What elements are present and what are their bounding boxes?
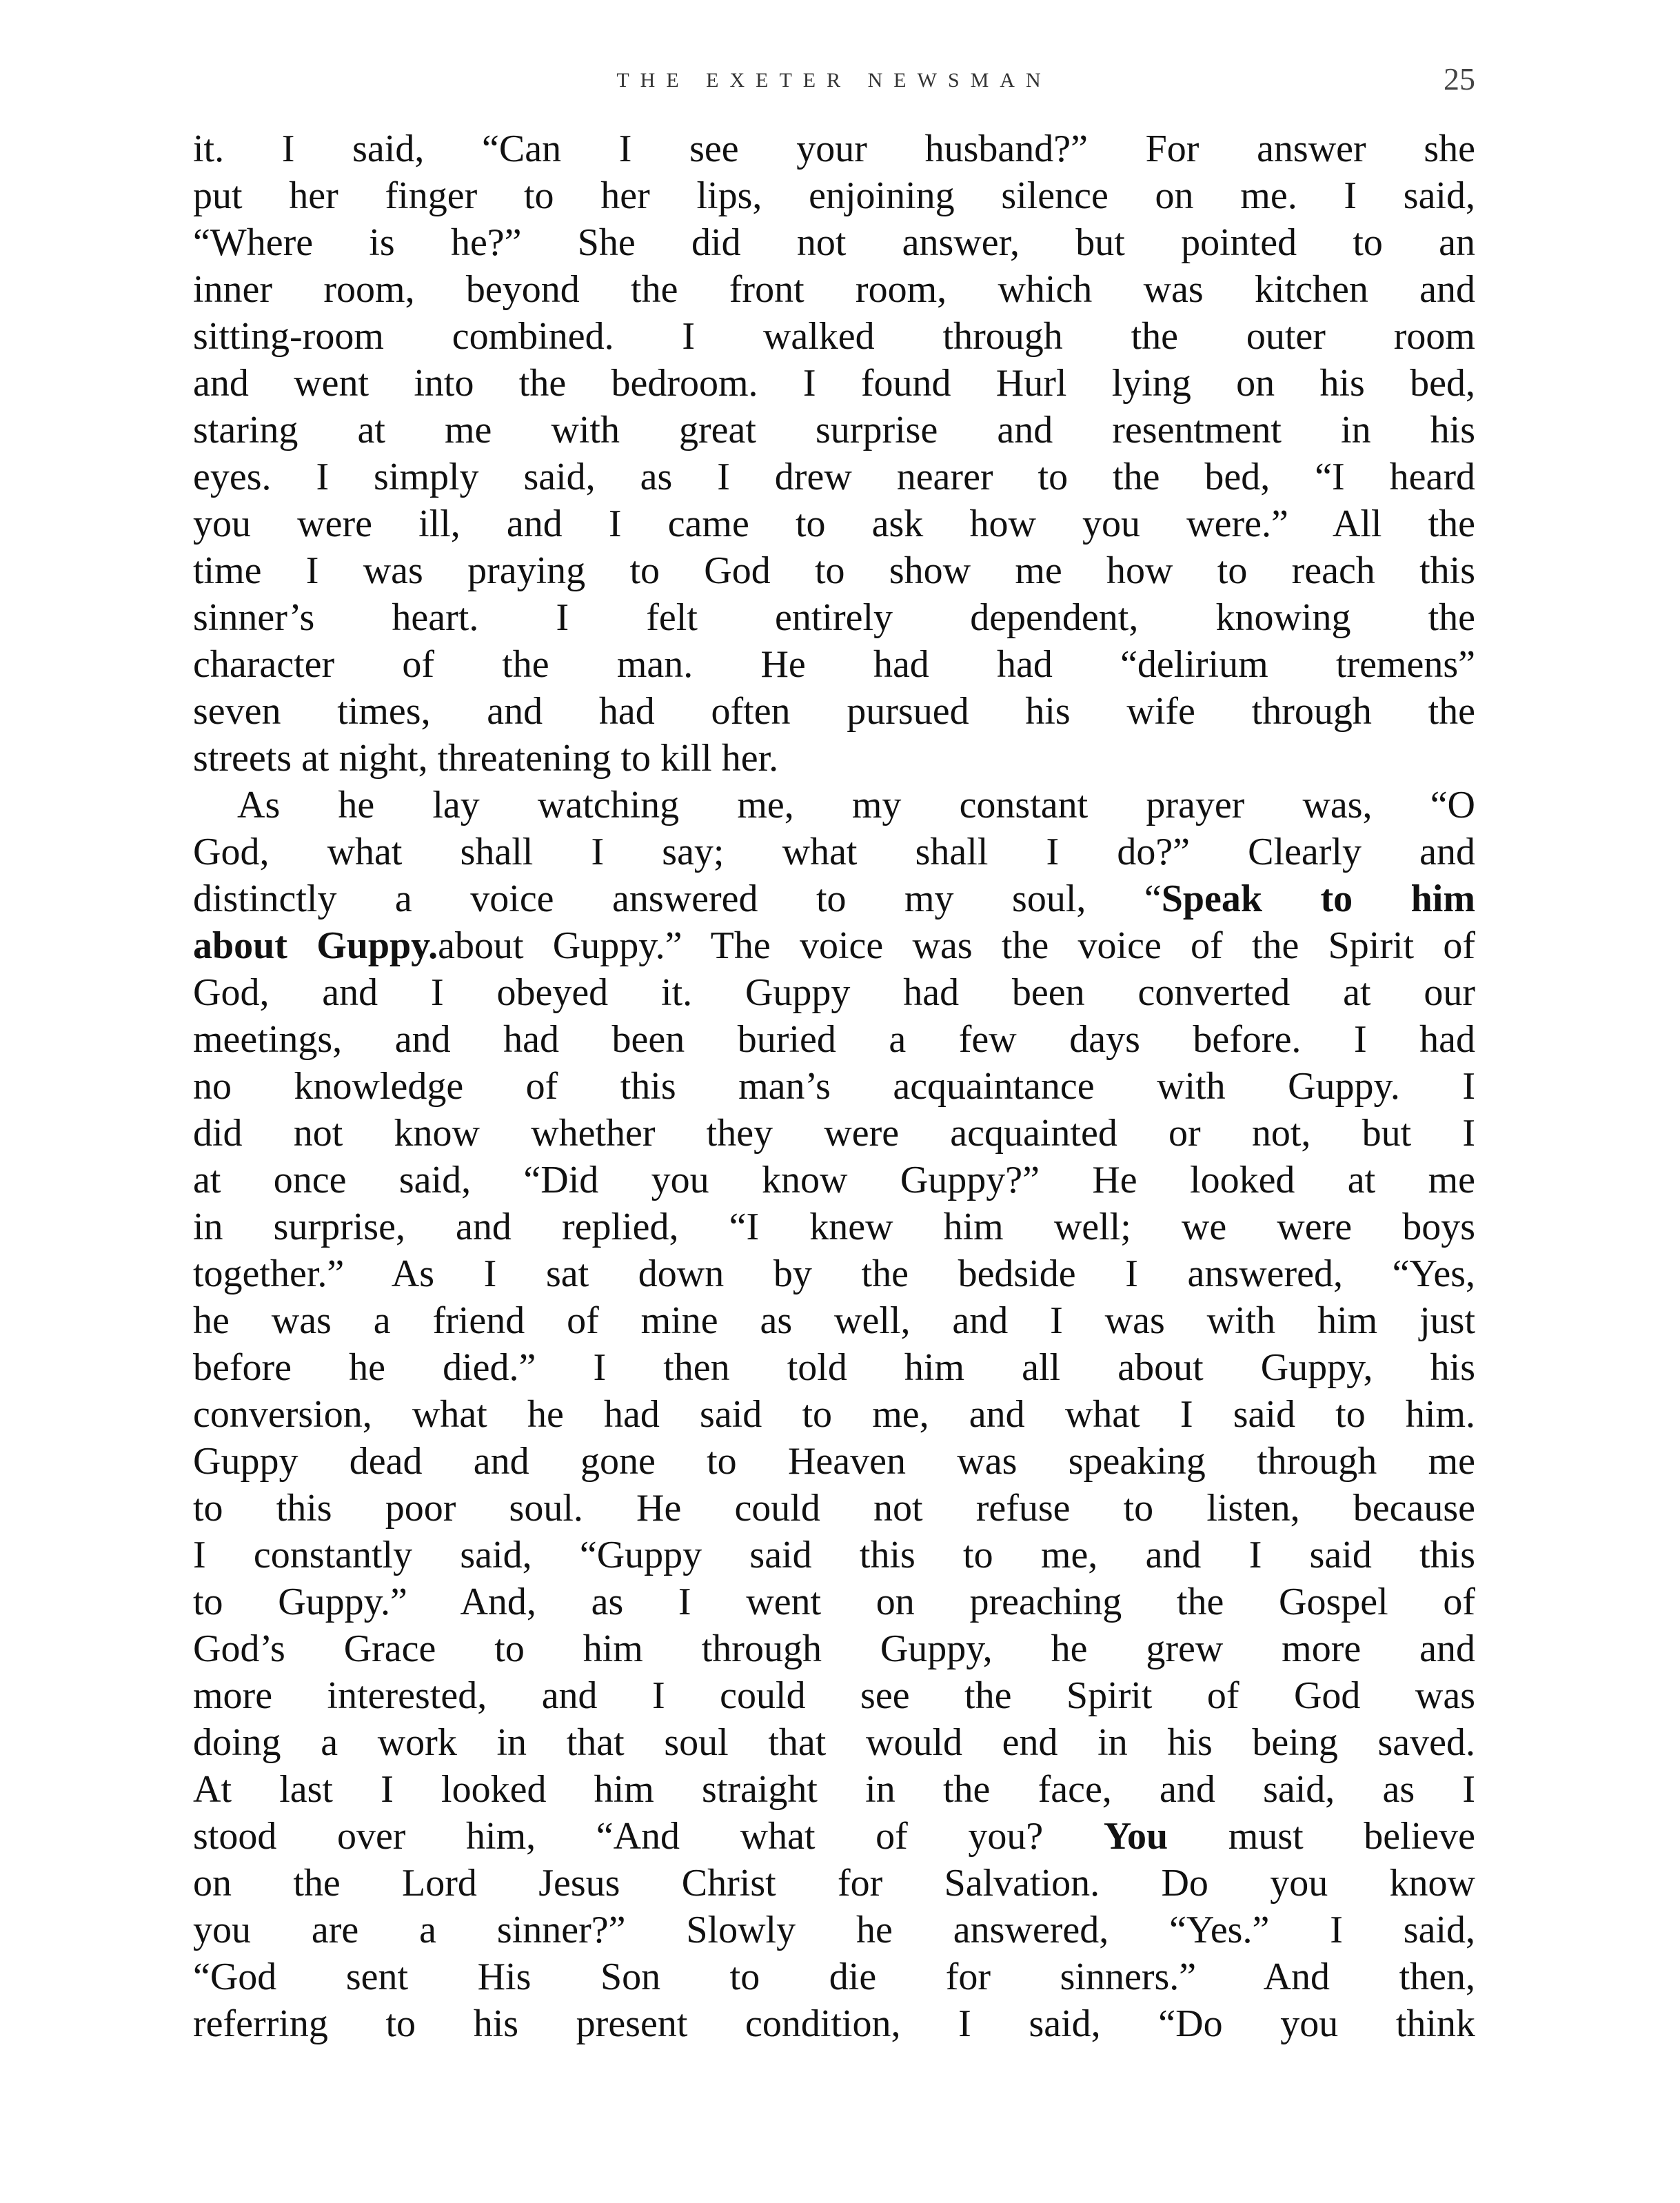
- text-line: meetings, and had been buried a few days before. I had: [193, 1018, 1475, 1061]
- text-line-with-emphasis: [193, 1813, 1475, 1860]
- text-line-with-emphasis: [193, 922, 1475, 969]
- running-head: [193, 61, 1475, 102]
- emphasis-text: Speak to him: [1161, 877, 1475, 920]
- text-line: more interested, and I could see the Spirit of God was: [193, 1674, 1475, 1717]
- text-line: at once said, “Did you know Guppy?” He looked at me: [193, 1159, 1475, 1201]
- paragraph-1: [193, 125, 1475, 782]
- line-text: must believe: [1168, 1815, 1475, 1858]
- text-line: God, and I obeyed it. Guppy had been converted at our: [193, 971, 1475, 1014]
- text-line: I constantly said, “Guppy said this to me, and I said this: [193, 1534, 1475, 1576]
- body-text: [193, 125, 1475, 2047]
- text-line: and went into the bedroom. I found Hurl lying on his bed,: [193, 362, 1475, 405]
- text-line: time I was praying to God to show me how to reach this: [193, 549, 1475, 592]
- text-line: God’s Grace to him through Guppy, he grew more and: [193, 1627, 1475, 1670]
- text-line: on the Lord Jesus Christ for Salvation. Do you know: [193, 1862, 1475, 1905]
- running-title: THE EXETER NEWSMAN: [616, 69, 1052, 92]
- text-line: in surprise, and replied, “I knew him well; we were boys: [193, 1206, 1475, 1248]
- text-line: inner room, beyond the front room, which was kitchen and: [193, 268, 1475, 311]
- text-line: conversion, what he had said to me, and what I said to him.: [193, 1393, 1475, 1436]
- text-line: Guppy dead and gone to Heaven was speaking through me: [193, 1440, 1475, 1483]
- text-line: staring at me with great surprise and resentment in his: [193, 409, 1475, 451]
- line-text: stood over him, “And what of you?: [193, 1815, 1104, 1858]
- text-line: referring to his present condition, I said, “Do you think: [193, 2002, 1475, 2045]
- text-line: he was a friend of mine as well, and I was with him just: [193, 1299, 1475, 1342]
- paragraph-2: [193, 782, 1475, 2047]
- page-number: 25: [1444, 61, 1475, 97]
- text-line: to this poor soul. He could not refuse to listen, because: [193, 1487, 1475, 1530]
- text-line: “Where is he?” She did not answer, but pointed to an: [193, 221, 1475, 264]
- text-line: streets at night, threatening to kill her.: [193, 737, 779, 780]
- text-line: did not know whether they were acquainted or not, but I: [193, 1112, 1475, 1155]
- text-line: God, what shall I say; what shall I do?” Clearly and: [193, 831, 1475, 873]
- text-line: seven times, and had often pursued his wife through the: [193, 690, 1475, 733]
- text-line: put her finger to her lips, enjoining silence on me. I said,: [193, 174, 1475, 217]
- text-line: you were ill, and I came to ask how you were.” All the: [193, 502, 1475, 545]
- text-line: character of the man. He had had “delirium tremens”: [193, 643, 1475, 686]
- text-line: you are a sinner?” Slowly he answered, “Yes.” I said,: [193, 1909, 1475, 1951]
- text-line: it. I said, “Can I see your husband?” For answer she: [193, 128, 1475, 170]
- text-line: sinner’s heart. I felt entirely dependent, knowing the: [193, 596, 1475, 639]
- text-line: sitting-room combined. I walked through the outer room: [193, 315, 1475, 358]
- text-line: doing a work in that soul that would end in his being saved.: [193, 1721, 1475, 1764]
- text-line: to Guppy.” And, as I went on preaching the Gospel of: [193, 1581, 1475, 1623]
- text-line: eyes. I simply said, as I drew nearer to the bed, “I heard: [193, 456, 1475, 498]
- emphasis-text: about Guppy.: [193, 924, 438, 967]
- emphasis-text: You: [1103, 1815, 1168, 1858]
- text-line: “God sent His Son to die for sinners.” And then,: [193, 1956, 1475, 1998]
- text-line: At last I looked him straight in the face, and said, as I: [193, 1768, 1475, 1811]
- text-line: no knowledge of this man’s acquaintance with Guppy. I: [193, 1065, 1475, 1108]
- text-line: before he died.” I then told him all about Guppy, his: [193, 1346, 1475, 1389]
- text-line-with-emphasis: [193, 875, 1475, 922]
- text-line: As he lay watching me, my constant prayer was, “O: [237, 784, 1475, 826]
- line-text: distinctly a voice answered to my soul, “: [193, 877, 1162, 920]
- text-line: together.” As I sat down by the bedside I answered, “Yes,: [193, 1252, 1475, 1295]
- line-text: about Guppy.” The voice was the voice of the Spirit of: [438, 924, 1475, 967]
